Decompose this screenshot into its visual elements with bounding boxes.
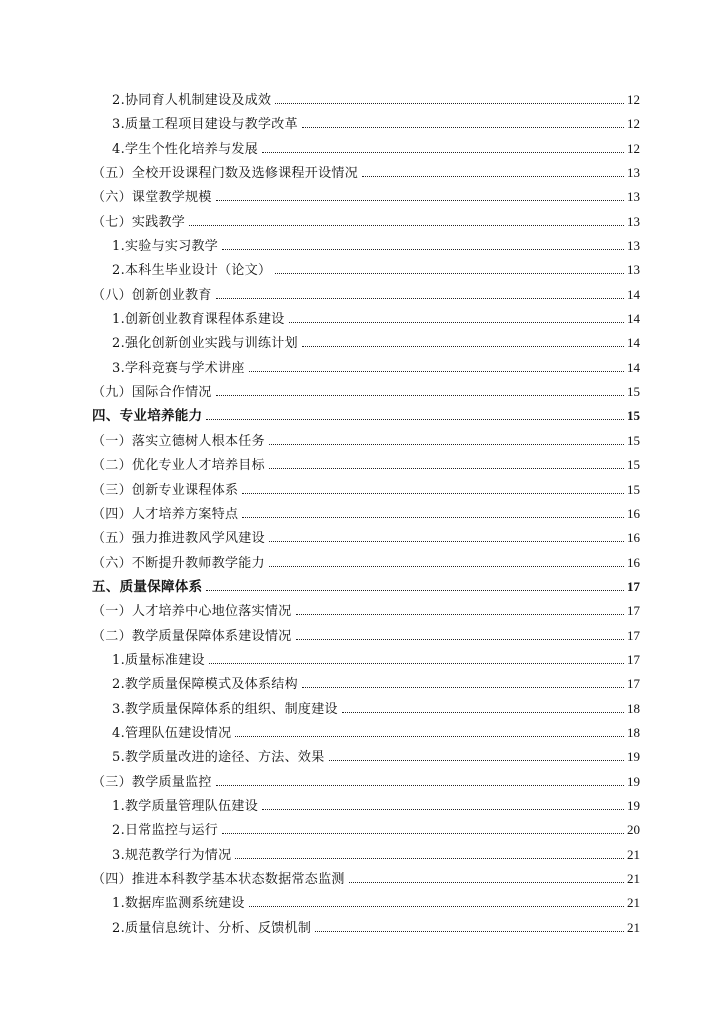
toc-entry-page-number: 16 [627, 530, 640, 546]
toc-entry-page-number: 17 [627, 676, 640, 692]
toc-entry-title: （九）国际合作情况 [92, 385, 212, 401]
toc-entry-page-number: 19 [627, 773, 640, 789]
toc-dot-leader [342, 712, 624, 713]
toc-entry-page-number: 17 [627, 651, 640, 667]
toc-dot-leader [206, 590, 624, 591]
toc-dot-leader [222, 249, 624, 250]
toc-entry-page-number: 18 [627, 724, 640, 740]
toc-entry-page-number: 17 [627, 603, 640, 619]
toc-entry-title: 1.数据库监测系统建设 [112, 896, 245, 912]
toc-entry-title: （六）不断提升教师教学能力 [92, 555, 265, 571]
toc-entry-page-number: 12 [627, 92, 640, 107]
toc-entry[interactable] [92, 770, 640, 794]
toc-entry[interactable] [92, 356, 640, 380]
toc-entry[interactable] [92, 672, 640, 696]
toc-entry-page-number: 15 [627, 457, 640, 473]
toc-entry[interactable] [92, 161, 640, 185]
toc-entry-title: 4.管理队伍建设情况 [112, 725, 232, 741]
toc-entry[interactable] [92, 818, 640, 842]
toc-entry-page-number: 14 [627, 335, 640, 351]
toc-dot-leader [349, 882, 624, 883]
toc-dot-leader [249, 906, 624, 907]
toc-entry-page-number: 16 [627, 554, 640, 570]
toc-entry-title: （八）创新创业教育 [92, 287, 212, 303]
toc-entry-title: 1.创新创业教育课程体系建设 [112, 312, 285, 328]
toc-entry-title: （三）创新专业课程体系 [92, 482, 239, 498]
toc-entry[interactable] [92, 283, 640, 307]
toc-dot-leader [262, 152, 624, 153]
toc-entry-page-number: 15 [627, 408, 640, 424]
toc-entry-title: 2.本科生毕业设计（论文） [112, 263, 272, 279]
toc-entry-title: 2.质量信息统计、分析、反馈机制 [112, 920, 312, 936]
toc-entry-page-number: 14 [627, 311, 640, 327]
toc-entry[interactable] [92, 380, 640, 404]
toc-entry-page-number: 18 [627, 700, 640, 716]
toc-dot-leader [262, 809, 624, 810]
toc-entry-page-number: 17 [627, 627, 640, 643]
toc-entry[interactable] [92, 721, 640, 745]
toc-entry[interactable] [92, 575, 640, 599]
toc-entry-page-number: 17 [627, 578, 640, 594]
toc-entry-title: 2.教学质量保障模式及体系结构 [112, 677, 298, 693]
toc-entry[interactable] [92, 526, 640, 550]
toc-entry-page-number: 12 [627, 116, 640, 132]
toc-entry-title: 1.教学质量管理队伍建设 [112, 798, 259, 814]
toc-entry-title: 3.学科竞赛与学术讲座 [112, 360, 245, 376]
toc-dot-leader [235, 736, 624, 737]
toc-entry-title: 四、专业培养能力 [92, 408, 203, 425]
toc-entry-page-number: 14 [627, 359, 640, 375]
toc-entry-page-number: 19 [627, 749, 640, 765]
toc-dot-leader [269, 541, 624, 542]
toc-entry-title: 3.教学质量保障体系的组织、制度建设 [112, 701, 338, 717]
toc-entry[interactable] [92, 502, 640, 526]
toc-entry[interactable] [92, 112, 640, 136]
toc-dot-leader [275, 273, 624, 274]
toc-entry[interactable] [92, 331, 640, 355]
toc-entry-page-number: 20 [627, 822, 640, 838]
toc-entry[interactable] [92, 916, 640, 940]
toc-entry[interactable] [92, 185, 640, 209]
toc-entry-page-number: 13 [627, 165, 640, 181]
toc-dot-leader [216, 298, 624, 299]
toc-dot-leader [269, 468, 624, 469]
toc-entry-title: （四）人才培养方案特点 [92, 506, 239, 522]
toc-dot-leader [269, 444, 624, 445]
toc-entry-title: 4.学生个性化培养与发展 [112, 141, 259, 157]
toc-dot-leader [302, 346, 624, 347]
toc-entry-title: 2.日常监控与运行 [112, 823, 219, 839]
toc-entry-title: 5.教学质量改进的途径、方法、效果 [112, 750, 325, 766]
toc-entry[interactable] [92, 404, 640, 428]
toc-entry-title: （四）推进本科教学基本状态数据常态监测 [92, 872, 345, 887]
toc-entry[interactable] [92, 307, 640, 331]
toc-dot-leader [216, 785, 624, 786]
toc-entry[interactable] [92, 88, 640, 112]
toc-entry-page-number: 21 [627, 919, 640, 935]
toc-entry-title: （二）教学质量保障体系建设情况 [92, 628, 292, 644]
toc-dot-leader [189, 225, 624, 226]
toc-entry-title: 3.质量工程项目建设与教学改革 [112, 117, 298, 133]
toc-dot-leader [242, 493, 624, 494]
toc-dot-leader [329, 760, 624, 761]
toc-entry-title: （五）全校开设课程门数及选修课程开设情况 [92, 166, 359, 182]
toc-dot-leader [209, 663, 624, 664]
toc-entry-title: 1.质量标准建设 [112, 652, 205, 668]
toc-entry[interactable] [92, 867, 640, 891]
toc-entry[interactable] [92, 624, 640, 648]
toc-entry-title: （五）强力推进教风学风建设 [92, 531, 265, 547]
toc-entry-title: 3.规范教学行为情况 [112, 847, 232, 863]
toc-entry[interactable] [92, 843, 640, 867]
toc-dot-leader [206, 419, 624, 420]
toc-entry-title: （三）教学质量监控 [92, 774, 212, 790]
toc-entry-page-number: 13 [627, 189, 640, 205]
toc-dot-leader [302, 687, 624, 688]
toc-dot-leader [269, 566, 624, 567]
toc-entry-title: （一）人才培养中心地位落实情况 [92, 604, 292, 620]
toc-entry-title: （二）优化专业人才培养目标 [92, 458, 265, 474]
toc-dot-leader [296, 614, 624, 615]
toc-dot-leader [249, 371, 624, 372]
toc-dot-leader [289, 322, 624, 323]
toc-entry-page-number: 13 [627, 262, 640, 278]
toc-dot-leader [315, 931, 624, 932]
toc-dot-leader [222, 833, 624, 834]
toc-entry-page-number: 13 [627, 238, 640, 254]
toc-entry-title: 2.强化创新创业实践与训练计划 [112, 336, 298, 352]
toc-entry-page-number: 13 [627, 213, 640, 229]
toc-entry[interactable] [92, 137, 640, 161]
toc-entry-page-number: 21 [627, 895, 640, 911]
toc-entry-page-number: 15 [627, 481, 640, 497]
toc-entry[interactable] [92, 745, 640, 769]
toc-entry[interactable] [92, 453, 640, 477]
toc-entry-page-number: 12 [627, 140, 640, 156]
toc-entry[interactable] [92, 794, 640, 818]
toc-dot-leader [296, 639, 624, 640]
toc-entry-title: （一）落实立德树人根本任务 [92, 433, 265, 449]
toc-entry-title: 2.协同育人机制建设及成效 [112, 93, 272, 108]
toc-dot-leader [275, 103, 624, 104]
toc-entry-page-number: 15 [627, 432, 640, 448]
toc-entry-page-number: 16 [627, 505, 640, 521]
toc-dot-leader [242, 517, 624, 518]
toc-entry[interactable] [92, 551, 640, 575]
table-of-contents [92, 88, 640, 940]
toc-entry[interactable] [92, 258, 640, 282]
toc-entry-page-number: 21 [627, 846, 640, 862]
toc-entry-page-number: 19 [627, 797, 640, 813]
toc-entry-page-number: 21 [627, 871, 640, 886]
toc-entry[interactable] [92, 429, 640, 453]
toc-entry-page-number: 14 [627, 286, 640, 302]
toc-entry[interactable] [92, 234, 640, 258]
toc-dot-leader [302, 127, 624, 128]
toc-entry[interactable] [92, 697, 640, 721]
toc-entry[interactable] [92, 599, 640, 623]
toc-entry-page-number: 15 [627, 384, 640, 400]
toc-dot-leader [216, 395, 624, 396]
toc-entry[interactable] [92, 210, 640, 234]
toc-entry-title: 五、质量保障体系 [92, 578, 203, 595]
toc-entry-title: 1.实验与实习教学 [112, 239, 219, 255]
toc-entry[interactable] [92, 891, 640, 915]
toc-dot-leader [235, 858, 624, 859]
toc-dot-leader [362, 176, 624, 177]
toc-entry-title: （七）实践教学 [92, 214, 186, 230]
toc-entry[interactable] [92, 478, 640, 502]
toc-dot-leader [216, 200, 624, 201]
toc-entry[interactable] [92, 648, 640, 672]
toc-entry-title: （六）课堂教学规模 [92, 190, 212, 206]
